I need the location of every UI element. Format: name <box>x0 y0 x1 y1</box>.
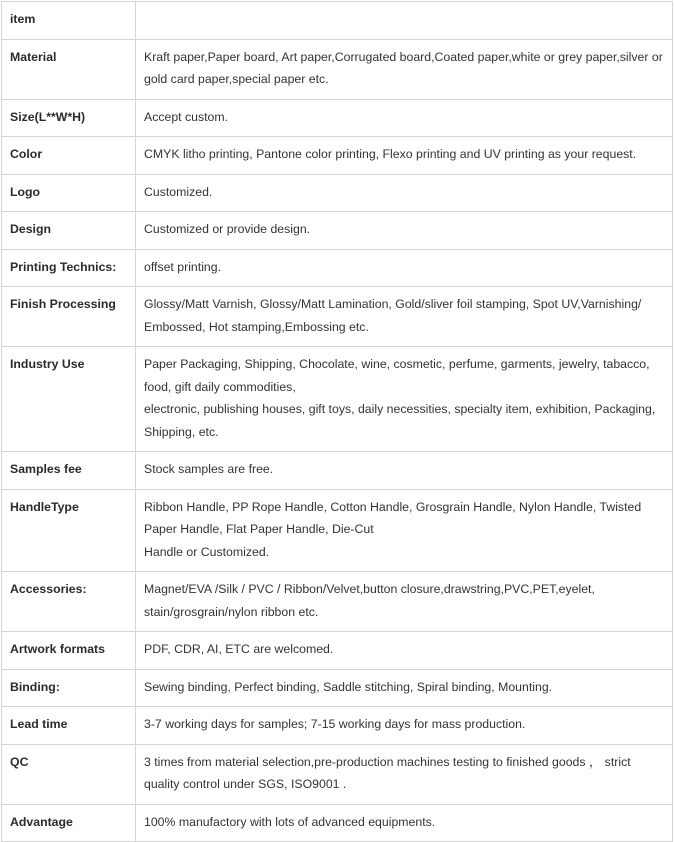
row-value-line: Sewing binding, Perfect binding, Saddle stitching, Spiral binding, Mounting. <box>144 679 553 694</box>
row-value <box>136 39 673 99</box>
row-value-line <box>144 8 664 31</box>
row-value <box>136 489 673 572</box>
row-value <box>136 2 673 40</box>
table-row <box>2 452 673 490</box>
row-value-line: Customized. <box>144 184 213 199</box>
row-label: Lead time <box>2 707 136 745</box>
row-label: Binding: <box>2 669 136 707</box>
row-value <box>136 804 673 842</box>
row-value <box>136 249 673 287</box>
table-row <box>2 489 673 572</box>
table-row <box>2 249 673 287</box>
table-row <box>2 669 673 707</box>
table-row <box>2 632 673 670</box>
row-value-line: 100% manufactory with lots of advanced equipments. <box>144 814 436 829</box>
row-label: Material <box>2 39 136 99</box>
spec-table <box>1 1 673 842</box>
table-row <box>2 137 673 175</box>
row-label: Design <box>2 212 136 250</box>
row-value-line: 3-7 working days for samples; 7-15 working days for mass production. <box>144 717 526 731</box>
row-value-line: PDF, CDR, AI, ETC are welcomed. <box>144 642 334 656</box>
row-label: Logo <box>2 174 136 212</box>
row-label: Size(L**W*H) <box>2 99 136 137</box>
row-value <box>136 669 673 707</box>
spec-table-body <box>2 2 673 842</box>
table-row <box>2 2 673 40</box>
row-value-line: Stock samples are free. <box>144 462 274 476</box>
row-value <box>136 137 673 175</box>
row-value-line: electronic, publishing houses, gift toys, daily necessities, specialty item, exhibition, Packaging, <box>144 402 656 416</box>
row-label: Color <box>2 137 136 175</box>
table-row <box>2 707 673 745</box>
row-value-line: Accept custom. <box>144 109 229 124</box>
row-label: item <box>2 2 136 40</box>
row-value-line: Magnet/EVA /Silk / PVC / Ribbon/Velvet,button closure,drawstring,PVC,PET,eyelet, <box>144 582 595 596</box>
row-value-line: Embossed, Hot stamping,Embossing etc. <box>144 319 369 334</box>
row-value-line: Handle or Customized. <box>144 544 270 559</box>
row-value-line: Customized or provide design. <box>144 222 311 236</box>
table-row <box>2 99 673 137</box>
table-row <box>2 744 673 804</box>
row-value-line: Paper Handle, Flat Paper Handle, Die-Cut <box>144 522 374 536</box>
row-value-line: Ribbon Handle, PP Rope Handle, Cotton Handle, Grosgrain Handle, Nylon Handle, Twisted <box>144 499 642 514</box>
table-row <box>2 347 673 452</box>
row-value <box>136 212 673 250</box>
row-label: Finish Processing <box>2 287 136 347</box>
row-value <box>136 452 673 490</box>
row-label: QC <box>2 744 136 804</box>
row-value <box>136 347 673 452</box>
row-value-line: 3 times from material selection,pre-production machines testing to finished goods ， strict <box>144 754 631 769</box>
row-label: Accessories: <box>2 572 136 632</box>
row-value-line: quality control under SGS, ISO9001 . <box>144 777 347 791</box>
row-label: Industry Use <box>2 347 136 452</box>
row-label: Artwork formats <box>2 632 136 670</box>
table-row <box>2 804 673 842</box>
table-row <box>2 572 673 632</box>
row-value-line: offset printing. <box>144 259 222 274</box>
row-value-line: CMYK litho printing, Pantone color printing, Flexo printing and UV printing as your request. <box>144 147 637 161</box>
row-value <box>136 632 673 670</box>
row-value-line: gold card paper,special paper etc. <box>144 72 329 86</box>
row-value <box>136 174 673 212</box>
row-label: Printing Technics: <box>2 249 136 287</box>
row-label: Samples fee <box>2 452 136 490</box>
table-row <box>2 212 673 250</box>
row-value-line: food, gift daily commodities, <box>144 379 296 394</box>
row-value-line: stain/grosgrain/nylon ribbon etc. <box>144 604 319 619</box>
row-label: Advantage <box>2 804 136 842</box>
table-row <box>2 39 673 99</box>
row-value-line: Paper Packaging, Shipping, Chocolate, wine, cosmetic, perfume, garments, jewelry, tabacco, <box>144 357 650 371</box>
row-value <box>136 572 673 632</box>
row-label: HandleType <box>2 489 136 572</box>
table-row <box>2 174 673 212</box>
row-value-line: Glossy/Matt Varnish, Glossy/Matt Lamination, Gold/sliver foil stamping, Spot UV,Varnishing/ <box>144 297 642 311</box>
row-value-line: Shipping, etc. <box>144 424 219 439</box>
row-value <box>136 744 673 804</box>
row-value <box>136 707 673 745</box>
row-value <box>136 287 673 347</box>
row-value <box>136 99 673 137</box>
table-row <box>2 287 673 347</box>
row-value-line: Kraft paper,Paper board, Art paper,Corrugated board,Coated paper,white or grey paper,silver or <box>144 49 663 64</box>
